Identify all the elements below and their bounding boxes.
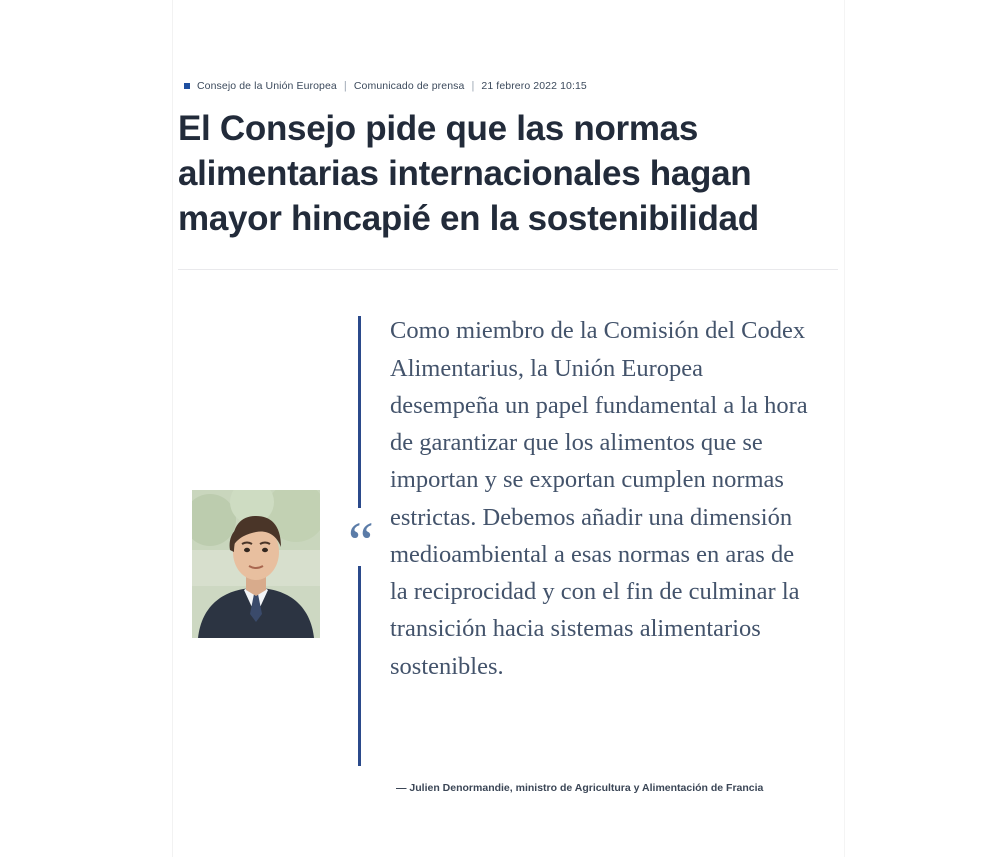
page-left-gutter — [0, 0, 173, 857]
bullet-square-icon — [184, 83, 190, 89]
quote-mark-icon: “ — [344, 508, 378, 566]
page-title: El Consejo pide que las normas alimentarias internacionales hagan mayor hincapié en la sostenibilidad — [178, 109, 759, 239]
meta-separator-1: | — [343, 80, 347, 92]
meta-date: 21 febrero 2022 10:15 — [481, 80, 587, 92]
avatar — [192, 490, 320, 638]
article-meta — [184, 78, 838, 94]
meta-separator-2: | — [471, 80, 475, 92]
header-divider — [178, 269, 838, 270]
pull-quote — [178, 312, 838, 812]
article-content — [178, 78, 838, 812]
quote-text: Como miembro de la Comisión del Codex Alimentarius, la Unión Europea desempeña un papel fundamental a la hora de garantizar que los alimentos que se importan y se exportan cumplen normas estrictas. Debemos añadir una dimensión medioambiental a esas normas en aras de la reciprocidad y con el fin de culminar la transición hacia sistemas alimentarios sostenibles. — [390, 317, 808, 680]
page-right-gutter — [844, 0, 1000, 857]
attribution-dash: — — [396, 782, 407, 795]
quote-attribution — [396, 780, 808, 796]
attribution-name: Julien Denormandie, ministro de Agricultura y Alimentación de Francia — [409, 782, 764, 795]
meta-source: Consejo de la Unión Europea — [197, 80, 337, 92]
meta-type: Comunicado de prensa — [353, 80, 465, 92]
